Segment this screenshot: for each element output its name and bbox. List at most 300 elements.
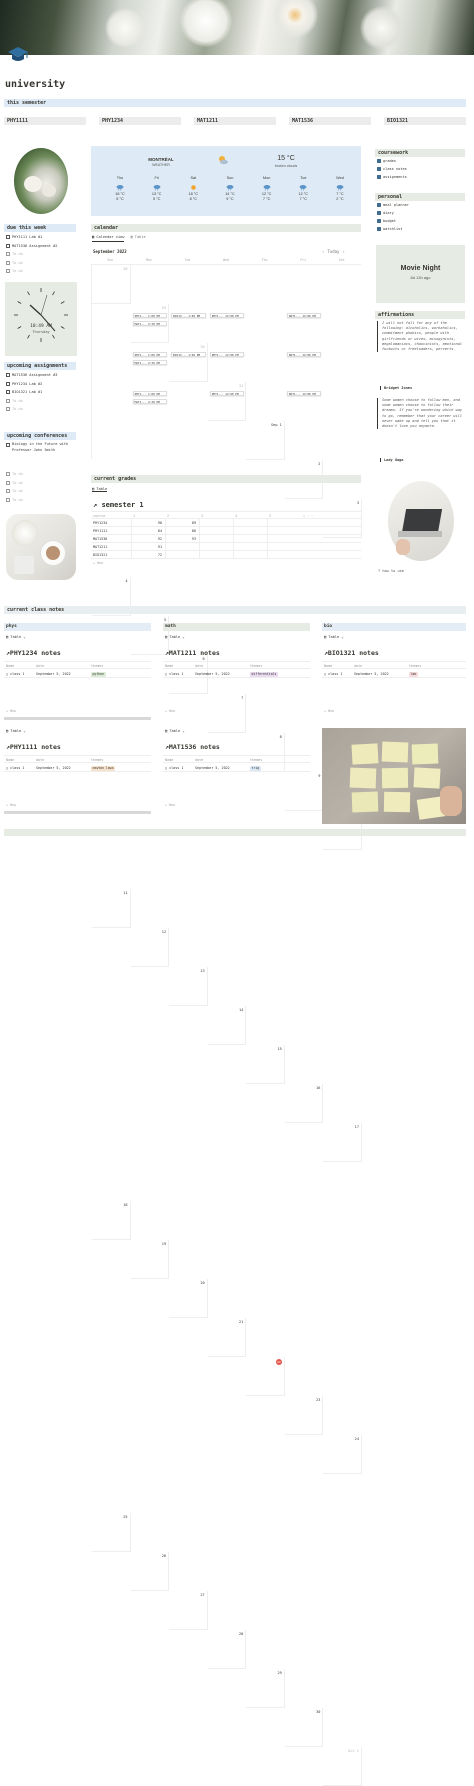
- table-icon: ▤: [165, 729, 170, 733]
- forecast-high: 16 °C: [115, 192, 125, 196]
- forecast-day-label: Sun: [226, 176, 234, 180]
- column-header[interactable]: [165, 512, 199, 518]
- name-cell: ▢ class 1: [165, 672, 184, 676]
- graduation-cap-icon: [7, 46, 29, 64]
- day-number: 16: [316, 1086, 321, 1090]
- notes-group-header: bio: [322, 623, 466, 631]
- personal-list: [377, 201, 465, 233]
- column-header[interactable]: themes: [409, 664, 422, 668]
- due-this-week-list: [6, 233, 78, 276]
- coursework-link[interactable]: class notes: [377, 165, 465, 173]
- column-label: 1: [133, 514, 136, 518]
- new-row-button[interactable]: + New: [6, 709, 17, 713]
- how-to-use-link[interactable]: ? how to use: [378, 569, 404, 573]
- calendar-day-cell[interactable]: [92, 265, 131, 304]
- forecast-day-label: Fri: [154, 176, 159, 180]
- table-row[interactable]: [163, 764, 310, 772]
- forecast-high: 7 °C: [336, 192, 344, 196]
- themes-cell: [248, 670, 288, 677]
- checkbox[interactable]: [6, 244, 10, 248]
- partly-cloudy-icon: [217, 155, 229, 166]
- column-header[interactable]: date: [36, 664, 45, 668]
- day-number: 11: [123, 891, 128, 895]
- calendar-event[interactable]: MAT1... 12:00 PM: [287, 313, 322, 318]
- grade-cell: [233, 535, 267, 542]
- course-link[interactable]: PHY1111: [4, 117, 86, 125]
- column-header[interactable]: date: [36, 758, 45, 762]
- table-row[interactable]: [91, 527, 361, 535]
- calendar-event[interactable]: PHY1... 12:00 PM: [210, 352, 245, 357]
- calendar-day-cell[interactable]: [131, 928, 170, 967]
- add-column-icon[interactable]: + ···: [303, 514, 314, 518]
- day-number: 27: [200, 1593, 205, 1597]
- column-header[interactable]: date: [195, 758, 204, 762]
- forecast-row: [105, 176, 355, 212]
- calendar-day-cell[interactable]: [208, 1630, 247, 1669]
- checkbox[interactable]: [6, 399, 10, 403]
- column-header[interactable]: [131, 512, 165, 518]
- grade-cell: [233, 551, 267, 558]
- date-cell: September 5, 2022: [354, 672, 389, 676]
- calendar-event[interactable]: PHY1... 1:00 PM: [133, 391, 168, 396]
- notes-table-title[interactable]: ↗MAT1536 notes: [165, 743, 220, 751]
- calendar-day-cell[interactable]: [131, 1240, 170, 1279]
- calendar-event[interactable]: MAT1... 12:00 PM: [287, 352, 322, 357]
- upcoming-assignments-list: [6, 371, 78, 414]
- grade-cell: [199, 519, 233, 526]
- weather-widget: [91, 146, 361, 216]
- calendar-event[interactable]: PHY1... 1:00 PM: [133, 352, 168, 357]
- coursework-link[interactable]: assignments: [377, 173, 465, 181]
- todo-item[interactable]: To-do: [6, 479, 78, 488]
- notes-table: [4, 631, 151, 719]
- forecast-day-label: Tue: [300, 176, 307, 180]
- upcoming-conferences-header: upcoming conferences: [4, 432, 76, 440]
- calendar-day-cell[interactable]: [92, 889, 131, 928]
- calendar-event[interactable]: PHY1... 12:00 PM: [210, 313, 245, 318]
- todo-item[interactable]: MAT1536 Assignment #2: [6, 242, 78, 251]
- theme-tag: python: [92, 672, 105, 676]
- personal-link[interactable]: diary: [377, 209, 465, 217]
- grade-cell: [199, 527, 233, 534]
- quote-text: Some women choose to follow men, and some women choose to follow their dreams. If you're wondering which way to go, remember that your career will never wake up and tell you that it doesn't love you anymore.: [382, 398, 463, 429]
- themes-cell: [407, 670, 447, 677]
- tab-grades-table[interactable]: ▤ Table: [92, 487, 108, 491]
- forecast-day: [215, 176, 245, 212]
- forecast-day-label: Thu: [116, 176, 124, 180]
- checkbox[interactable]: [6, 489, 10, 493]
- tab-calendar-view[interactable]: ▦ Calendar view: [92, 235, 124, 242]
- new-row-button[interactable]: + New: [165, 803, 176, 807]
- calendar-day-cell[interactable]: [246, 1045, 285, 1084]
- scrollbar[interactable]: [4, 717, 148, 720]
- sticky-notes-photo: [322, 728, 466, 824]
- chevron-right-icon[interactable]: ›: [342, 249, 345, 254]
- calendar-event[interactable]: PHY1... 12:00 PM: [210, 391, 245, 396]
- coursework-header: coursework: [375, 149, 465, 157]
- day-number: 8: [279, 735, 282, 739]
- tab-table[interactable]: ▤ Table ⌄: [324, 635, 344, 639]
- quote-block: [377, 398, 463, 429]
- checkbox[interactable]: [6, 235, 10, 239]
- personal-link[interactable]: budget: [377, 217, 465, 225]
- forecast-day: [252, 176, 282, 212]
- checkbox[interactable]: [6, 390, 10, 394]
- calendar-event[interactable]: PHY1... 1:00 PM: [133, 313, 168, 318]
- calendar-day-cell[interactable]: [92, 1201, 131, 1240]
- column-header[interactable]: [91, 512, 131, 518]
- calendar-event[interactable]: MAT1... 2:30 PM: [133, 399, 168, 404]
- arrow-link-icon: ↗: [93, 501, 98, 509]
- rain-cloud-icon: [142, 183, 172, 192]
- course-bar: [4, 117, 466, 127]
- tab-table[interactable]: ▤ Table ⌄: [6, 729, 26, 733]
- calendar-day-cell[interactable]: [323, 1435, 362, 1474]
- course-link[interactable]: PHY1234: [99, 117, 181, 125]
- quote-author: Lady Gaga: [380, 458, 403, 462]
- day-number: 31: [238, 384, 244, 388]
- clock-day: Thursday: [32, 330, 50, 334]
- grade-cell: [199, 551, 233, 558]
- table-row[interactable]: [91, 543, 361, 551]
- grade-cell: [267, 551, 301, 558]
- day-number: 30: [200, 345, 205, 349]
- clock-time: 10:49 AM: [30, 324, 52, 329]
- rain-cloud-icon: [215, 183, 245, 192]
- day-number: 13: [200, 969, 205, 973]
- calendar-day-cell[interactable]: [246, 421, 285, 460]
- calendar-day-cell[interactable]: [169, 343, 208, 382]
- name-cell: ▢ class 1: [6, 766, 25, 770]
- column-header[interactable]: themes: [91, 758, 104, 762]
- day-number: 4: [125, 579, 128, 583]
- calendar-day-cell[interactable]: [323, 1123, 362, 1162]
- calendar-day-cell[interactable]: [169, 967, 208, 1006]
- calendar-day-cell[interactable]: [285, 1396, 324, 1435]
- calendar-day-cell[interactable]: [92, 1513, 131, 1552]
- calendar-day-cell[interactable]: [285, 1708, 324, 1747]
- forecast-day-label: Sat: [190, 176, 197, 180]
- help-icon: ?: [378, 569, 383, 573]
- column-header[interactable]: themes: [250, 664, 263, 668]
- clock-face-icon: [11, 285, 71, 345]
- page-icon: ▢: [165, 672, 170, 676]
- forecast-day-label: Wed: [336, 176, 344, 180]
- rain-cloud-icon: [288, 183, 318, 192]
- column-header[interactable]: Name: [6, 664, 15, 668]
- table-row[interactable]: [322, 670, 466, 678]
- forecast-high: 12 °C: [261, 192, 272, 196]
- checkbox[interactable]: [6, 443, 10, 447]
- calendar-day-cell[interactable]: [285, 1084, 324, 1123]
- checkbox[interactable]: [6, 472, 10, 476]
- quote-text: I will not fall for any of the following: alcoholics, workaholics, commitment phobics, people with girlfriends or wives, misogynists, megalomaniacs, chauvinists, emotional fuckwits or freeloaders, perverts.: [382, 321, 463, 352]
- grade-cell: [267, 535, 301, 542]
- course-link[interactable]: MAT1211: [194, 117, 276, 125]
- column-header[interactable]: [267, 512, 301, 518]
- calendar-day-cell[interactable]: [246, 1669, 285, 1708]
- forecast-high: 18 °C: [188, 192, 199, 196]
- forecast-day: [105, 176, 135, 212]
- grades-table-title: ↗ semester 1: [93, 501, 144, 509]
- chevron-down-icon: ⌄: [339, 635, 344, 639]
- affirmations-header: affirmations: [375, 311, 465, 319]
- grade-cell: 84: [131, 527, 165, 534]
- grade-cell: [233, 527, 267, 534]
- calendar-day-cell[interactable]: [323, 1747, 362, 1786]
- notes-header-row: [322, 661, 466, 669]
- todo-item[interactable]: To-do: [6, 496, 78, 505]
- page-icon: ▢: [324, 672, 329, 676]
- todo-item[interactable]: To-do: [6, 405, 78, 414]
- forecast-low: 5 °C: [116, 197, 124, 201]
- column-header[interactable]: [233, 512, 267, 518]
- course-cell: MAT1536: [93, 537, 108, 541]
- notes-table: [163, 725, 310, 813]
- weekday-label: Fri: [300, 258, 307, 262]
- grade-cell: 98: [131, 519, 165, 526]
- calendar-month: September 2022: [93, 249, 127, 254]
- personal-link[interactable]: meal planner: [377, 201, 465, 209]
- todo-item[interactable]: To-do: [6, 470, 78, 479]
- notes-table-title[interactable]: ↗PHY1234 notes: [6, 649, 61, 657]
- grade-cell: [267, 527, 301, 534]
- flowers-photo: [14, 148, 68, 214]
- day-number: 17: [354, 1125, 359, 1129]
- day-number: 29: [277, 1671, 282, 1675]
- class-notes-header: current class notes: [4, 606, 466, 614]
- checkbox[interactable]: [6, 373, 10, 377]
- day-number: 28: [238, 1632, 244, 1636]
- coursework-list: [377, 157, 465, 181]
- column-header[interactable]: Name: [165, 758, 174, 762]
- checkbox[interactable]: [6, 269, 10, 273]
- day-number: 26: [161, 1554, 167, 1558]
- notes-group-header: phys: [4, 623, 151, 631]
- column-header[interactable]: Name: [6, 758, 15, 762]
- day-number: 30: [316, 1710, 321, 1714]
- theme-tag: differentials: [251, 672, 277, 676]
- grade-cell: 92: [131, 535, 165, 542]
- calendar-day-cell[interactable]: [246, 1357, 285, 1396]
- coursework-link[interactable]: grades: [377, 157, 465, 165]
- forecast-low: 7 °C: [299, 197, 307, 201]
- notes-table: [322, 631, 466, 719]
- day-number: 5: [163, 618, 167, 622]
- page-icon: [377, 211, 381, 215]
- arrow-link-icon: ↗: [324, 649, 328, 657]
- forecast-day: [142, 176, 172, 212]
- course-cell: MAT1211: [93, 545, 108, 549]
- page-title: university: [5, 79, 66, 90]
- tab-table[interactable]: ▤ Table ⌄: [165, 729, 185, 733]
- new-row-button[interactable]: + New: [324, 709, 335, 713]
- themes-cell: [248, 764, 288, 771]
- course-link[interactable]: MAT1536: [289, 117, 371, 125]
- page-icon: [377, 219, 381, 223]
- day-number: 2: [318, 462, 321, 466]
- todo-item[interactable]: Biology in the Future with Professor John Smith: [6, 442, 78, 462]
- calendar-event[interactable]: MAT1... 12:00 PM: [287, 391, 322, 396]
- checkbox[interactable]: [6, 481, 10, 485]
- column-header[interactable]: themes: [250, 758, 263, 762]
- checkbox[interactable]: [6, 252, 10, 256]
- grade-cell: [233, 543, 267, 550]
- forecast-low: 8 °C: [189, 197, 198, 201]
- calendar-day-cell[interactable]: [169, 1279, 208, 1318]
- weather-label: WEATHER: [152, 163, 170, 167]
- grade-cell: [165, 543, 199, 550]
- personal-link[interactable]: watchlist: [377, 225, 465, 233]
- movie-night-countdown: 8d 13h ago: [410, 275, 431, 280]
- rain-cloud-icon: [325, 183, 355, 192]
- arrow-link-icon: ↗: [6, 743, 10, 751]
- todo-item[interactable]: To-do: [6, 487, 78, 496]
- checkbox[interactable]: [6, 498, 10, 502]
- notes-table-title[interactable]: ↗PHY1111 notes: [6, 743, 61, 751]
- weekday-label: Tue: [184, 258, 191, 262]
- table-icon: ▤: [6, 635, 11, 639]
- this-semester-header: this semester: [4, 99, 466, 107]
- column-header[interactable]: [199, 512, 233, 518]
- weekday-label: Sat: [338, 258, 345, 262]
- todo-item[interactable]: To-do: [6, 397, 78, 406]
- notes-header-row: [163, 661, 310, 669]
- footer-bar: [4, 829, 466, 836]
- forecast-low: 9 °C: [226, 197, 234, 201]
- calendar-event[interactable]: MAT1... 2:30 PM: [133, 360, 168, 365]
- calendar-day-cell[interactable]: [208, 1006, 247, 1045]
- laptop-photo: [388, 481, 454, 561]
- page-icon: [377, 203, 381, 207]
- name-cell: ▢ class 1: [324, 672, 343, 676]
- todo-item[interactable]: To-do: [6, 250, 78, 259]
- date-cell: September 5, 2022: [195, 672, 230, 676]
- todo-item[interactable]: PHY1111 Lab #1: [6, 233, 78, 242]
- course-cell: PHY1234: [93, 521, 108, 525]
- notes-table-title[interactable]: ↗MAT1211 notes: [165, 649, 220, 657]
- table-row[interactable]: [91, 535, 361, 543]
- todo-item[interactable]: To-do: [6, 259, 78, 268]
- rain-cloud-icon: [252, 183, 282, 192]
- grade-cell: 72: [131, 551, 165, 558]
- calendar-icon: ▦: [92, 235, 97, 239]
- todo-item[interactable]: To-do: [6, 267, 78, 276]
- scrollbar[interactable]: [4, 811, 151, 814]
- weekday-label: Wed: [223, 258, 229, 262]
- checkbox[interactable]: [6, 261, 10, 265]
- today-button[interactable]: Today: [327, 249, 340, 254]
- checkbox[interactable]: [6, 407, 10, 411]
- forecast-high: 12 °C: [298, 192, 309, 196]
- calendar-nav: [322, 249, 345, 254]
- calendar-day-cell[interactable]: [208, 382, 247, 421]
- calendar-day-cell[interactable]: [208, 1318, 247, 1357]
- tab-table[interactable]: ▤ Table ⌄: [6, 635, 26, 639]
- notes-header-row: [4, 661, 151, 669]
- table-row[interactable]: [4, 764, 151, 772]
- notes-table-title[interactable]: ↗BIO1321 notes: [324, 649, 379, 657]
- calendar-day-cell[interactable]: [131, 1552, 170, 1591]
- grade-cell: [267, 543, 301, 550]
- page-icon: [377, 167, 381, 171]
- day-number: 3: [356, 501, 359, 505]
- calendar-event[interactable]: BIO13... 1:00 PM: [171, 352, 206, 357]
- course-link[interactable]: BIO1321: [384, 117, 466, 125]
- day-number: 28: [123, 267, 128, 271]
- todo-item[interactable]: BIO1321 Lab #1: [6, 388, 78, 397]
- due-this-week-header: due this week: [4, 224, 76, 232]
- table-row[interactable]: [4, 670, 151, 678]
- course-cell: BIO1321: [93, 553, 108, 557]
- table-row[interactable]: [163, 670, 310, 678]
- column-header[interactable]: date: [195, 664, 204, 668]
- themes-cell: [89, 764, 129, 771]
- table-row[interactable]: [91, 519, 361, 527]
- sun-icon: [178, 183, 208, 192]
- weather-temp: 15 °C: [277, 155, 295, 162]
- calendar-event[interactable]: BIO13... 1:00 PM: [171, 313, 206, 318]
- column-header[interactable]: Name: [165, 664, 174, 668]
- upcoming-conferences-list: [6, 442, 78, 504]
- todo-item[interactable]: PHY1234 Lab #2: [6, 380, 78, 389]
- weekday-label: Thu: [261, 258, 268, 262]
- themes-cell: [89, 670, 129, 677]
- date-cell: September 5, 2022: [36, 672, 71, 676]
- forecast-high: 13 °C: [151, 192, 162, 196]
- tab-table[interactable]: ▤ Table ⌄: [165, 635, 185, 639]
- quote-block: [377, 321, 463, 352]
- day-number: 7: [241, 696, 244, 700]
- new-row-button[interactable]: + New: [165, 709, 176, 713]
- name-cell: ▢ class 1: [165, 766, 184, 770]
- column-header[interactable]: Name: [324, 664, 333, 668]
- day-number: 21: [238, 1320, 244, 1324]
- notes-table: [163, 631, 310, 719]
- calendar-event[interactable]: MAT1... 2:30 PM: [133, 321, 168, 326]
- table-icon: ▤: [6, 729, 11, 733]
- checkbox[interactable]: [6, 382, 10, 386]
- todo-item[interactable]: MAT1536 Assignment #3: [6, 371, 78, 380]
- movie-night-widget[interactable]: [376, 245, 465, 303]
- day-number: Oct 1: [348, 1749, 359, 1753]
- upcoming-assignments-header: upcoming assignments: [4, 362, 76, 370]
- chevron-down-icon: ⌄: [180, 635, 185, 639]
- new-row-button[interactable]: + New: [93, 561, 104, 565]
- grade-cell: [199, 543, 233, 550]
- calendar-day-cell[interactable]: [169, 1591, 208, 1630]
- coffee-desk-photo: [6, 514, 76, 580]
- grades-table: [91, 511, 361, 567]
- personal-header: personal: [375, 193, 465, 201]
- page-icon: ▢: [6, 672, 11, 676]
- table-icon: ▤: [92, 487, 97, 491]
- grade-cell: 89: [165, 519, 199, 526]
- name-cell: ▢ class 1: [6, 672, 25, 676]
- column-header[interactable]: themes: [91, 664, 104, 668]
- day-number: 6: [202, 657, 205, 661]
- chevron-left-icon[interactable]: ‹: [322, 249, 325, 254]
- rain-cloud-icon: [105, 183, 135, 192]
- notes-header-row: [163, 755, 310, 763]
- course-cell: PHY1111: [93, 529, 108, 533]
- forecast-low: 7 °C: [262, 197, 271, 201]
- tab-table[interactable]: ▤ Table: [130, 235, 146, 239]
- table-row[interactable]: [91, 551, 361, 559]
- new-row-button[interactable]: + New: [6, 803, 17, 807]
- day-number: 25: [123, 1515, 128, 1519]
- column-header[interactable]: date: [354, 664, 363, 668]
